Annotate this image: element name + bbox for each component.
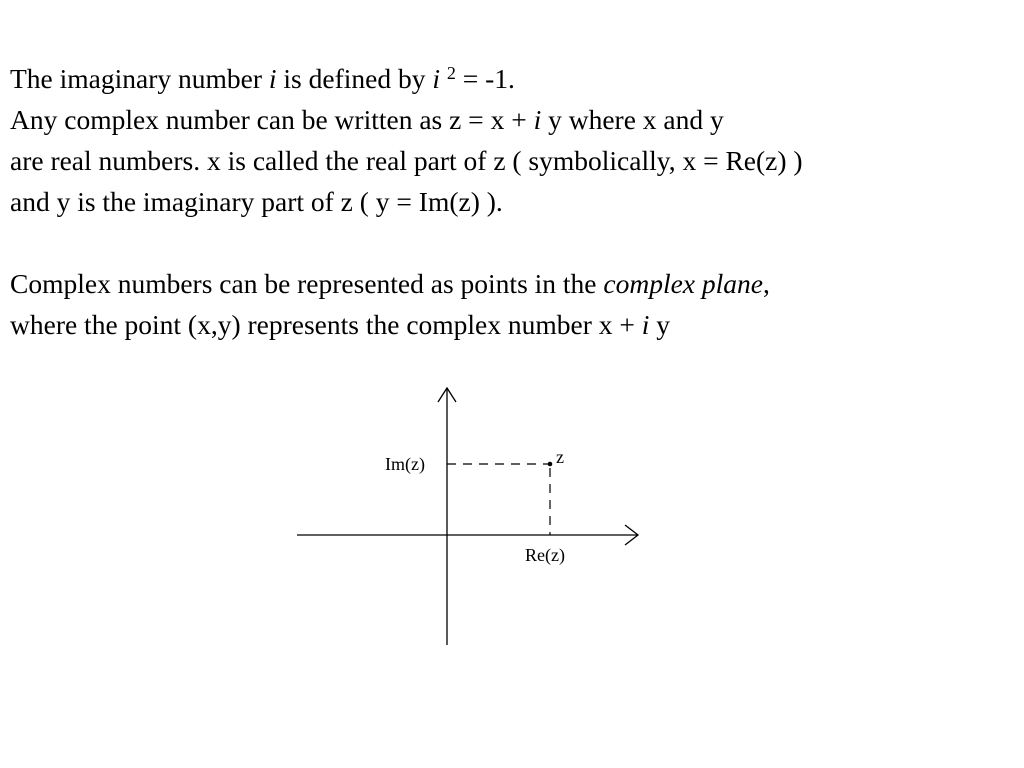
definition-line-2: Any complex number can be written as z = x + i y where x and y xyxy=(10,104,724,135)
im-axis-label: Im(z) xyxy=(385,454,425,474)
point-z xyxy=(548,462,553,467)
imaginary-i: i xyxy=(641,309,650,340)
definition-line-3: are real numbers. x is called the real part of z ( symbolically, x = Re(z) ) xyxy=(10,145,803,176)
imaginary-i: i xyxy=(533,104,542,135)
imaginary-i-squared: i xyxy=(432,63,440,94)
definition-line-4: and y is the imaginary part of z ( y = Im(z) ). xyxy=(10,186,503,217)
point-z-label: z xyxy=(556,447,564,467)
imaginary-i: i xyxy=(268,63,277,94)
complex-plane-term: complex plane xyxy=(603,268,763,299)
exponent-2: 2 xyxy=(446,63,456,83)
complex-plane-line-1: Complex numbers can be represented as points in the complex plane, xyxy=(10,268,770,299)
definition-line-1: The imaginary number i is defined by i $^2$ = -1. xyxy=(10,63,515,94)
re-axis-label: Re(z) xyxy=(525,545,565,565)
complex-plane-line-2: where the point (x,y) represents the complex number x + i y xyxy=(10,309,671,340)
